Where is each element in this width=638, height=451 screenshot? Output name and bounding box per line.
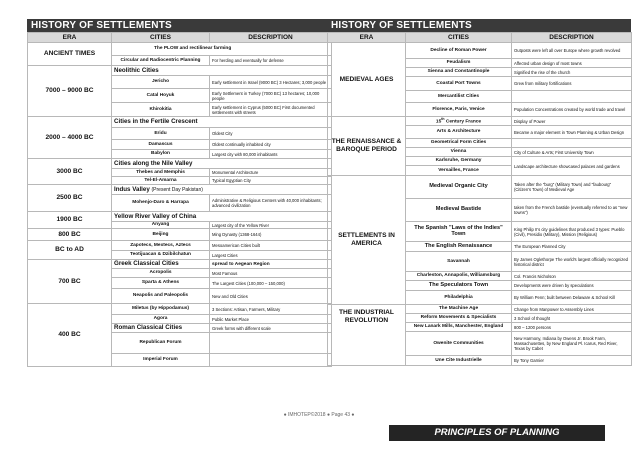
description-cell: Largest city of the Yellow River xyxy=(210,222,332,229)
city-cell: Agora xyxy=(112,315,210,324)
description-cell: Early settlement in Israel (9000 BC) 3 Hectares; 3,000 people xyxy=(210,76,332,89)
city-cell: Damascus xyxy=(112,140,210,150)
header-cities: CITIES xyxy=(112,33,210,43)
description-cell xyxy=(210,333,332,354)
table-row xyxy=(328,117,632,126)
subheading-cell: Cities in the Fertile Crescent xyxy=(112,117,332,128)
era-cell: MEDIEVAL AGES xyxy=(328,43,406,117)
description-cell: Largest Cities xyxy=(210,251,332,260)
city-cell: Karlsruhe, Germany xyxy=(406,157,512,166)
description-cell: Public Market Place xyxy=(210,315,332,324)
subheading-cell: Greek Classical Cities xyxy=(112,260,210,269)
table-row xyxy=(28,66,332,76)
era-cell: THE RENAISSANCE & BAROQUE PERIOD xyxy=(328,117,406,176)
century-number: 15 xyxy=(435,119,442,125)
description-cell: Greek forms with different scale xyxy=(210,324,332,333)
era-cell: 2500 BC xyxy=(28,185,112,212)
description-cell: Affected urban design of most towns xyxy=(512,59,632,68)
right-panel xyxy=(327,19,631,366)
description-cell xyxy=(512,139,632,148)
era-cell: 1900 BC xyxy=(28,212,112,229)
description-cell: Change from Manpower to Assembly Lines xyxy=(512,305,632,314)
description-cell: Col. Francis Nicholson xyxy=(512,272,632,281)
settlements-table xyxy=(327,32,632,366)
description-cell: Largest city with 80,000 inhabitants xyxy=(210,150,332,159)
description-cell: The European Planned City xyxy=(512,242,632,252)
era-cell: BC to AD xyxy=(28,241,112,260)
city-cell: Eridu xyxy=(112,128,210,140)
panel-title: HISTORY OF SETTLEMENTS xyxy=(27,19,331,32)
page-footer: ● IMHOTEP©2018 ● Page 43 ● xyxy=(283,412,355,418)
city-cell: Jericho xyxy=(112,76,210,89)
description-cell: By Tony Garnier xyxy=(512,356,632,366)
description-cell: taken from the French bastide (eventually referred to as "new towns") xyxy=(512,199,632,222)
table-header-row xyxy=(328,33,632,43)
city-cell: The PLOW and rectilinear farming xyxy=(112,43,332,56)
table-row xyxy=(28,241,332,251)
city-cell: Khirokitia xyxy=(112,103,210,117)
subheading-cell: Roman Classical Cities xyxy=(112,324,210,333)
city-cell: Babylon xyxy=(112,150,210,159)
era-cell: 700 BC xyxy=(28,260,112,304)
city-cell: Imperial Forum xyxy=(112,354,210,367)
city-cell: Anyang xyxy=(112,222,210,229)
city-cell: Une Cite Industrielle xyxy=(406,356,512,366)
description-cell: For herding and eventually for defense xyxy=(210,56,332,66)
city-cell: Mercantilist Cities xyxy=(406,91,512,103)
era-cell: 2000 – 4000 BC xyxy=(28,117,112,159)
city-cell: The Machine Age xyxy=(406,305,512,314)
city-cell: Reform Movements & Specialists xyxy=(406,314,512,323)
city-cell: Zapotecs, Mextecs, Aztecs xyxy=(112,241,210,251)
description-cell: Administrative & Religious Centers with 40,000 inhabitants; advanced civilization xyxy=(210,195,332,212)
description-cell: Early settlement in Cyprus (5000 BC) First documented settlements with streets xyxy=(210,103,332,117)
description-cell: Early Settlement in Turkey (7000 BC) 13 hectares; 10,000 people xyxy=(210,89,332,103)
city-cell: The Speculators Town xyxy=(406,281,512,291)
left-panel xyxy=(27,19,331,367)
description-cell: Most Famous xyxy=(210,269,332,278)
description-cell: Grew from military fortifications xyxy=(512,77,632,91)
city-cell: Circular and Radiocentric Planning xyxy=(112,56,210,66)
description-cell: 3 Sections: Artisan, Farmers, Military xyxy=(210,304,332,315)
table-row xyxy=(328,176,632,199)
description-cell: New and Old Cities xyxy=(210,289,332,304)
header-era: ERA xyxy=(328,33,406,43)
table-row xyxy=(28,43,332,56)
description-cell: 3 School of thought xyxy=(512,314,632,323)
city-cell: Florence, Paris, Venice xyxy=(406,103,512,117)
city-cell: Teotijuacan & Dzibilchatun xyxy=(112,251,210,260)
city-cell: The Spanish "Laws of the Indies" Town xyxy=(406,222,512,242)
city-cell: Arts & Architecture xyxy=(406,126,512,139)
table-row xyxy=(28,159,332,169)
city-cell: Republican Forum xyxy=(112,333,210,354)
description-cell: Ming Dynasty (1368-1644) xyxy=(210,229,332,241)
subheading-note: (Present Day Pakistan) xyxy=(151,186,203,193)
city-cell: Sparta & Athens xyxy=(112,278,210,289)
section-banner: PRINCIPLES OF PLANNING xyxy=(389,425,605,441)
subheading-cell xyxy=(112,185,332,195)
description-cell: By William Penn; built between Delaware & School Kill xyxy=(512,291,632,305)
table-row xyxy=(28,229,332,241)
header-cities: CITIES xyxy=(406,33,512,43)
city-cell: Vienna xyxy=(406,148,512,157)
era-cell: SETTLEMENTS IN AMERICA xyxy=(328,176,406,305)
description-cell: Developments were driven by speculations xyxy=(512,281,632,291)
city-cell: Savannah xyxy=(406,252,512,272)
header-description: DESCRIPTION xyxy=(210,33,332,43)
city-cell: Thebes and Memphis xyxy=(112,169,210,177)
city-cell: Charleston, Annapolis, Williamsburg xyxy=(406,272,512,281)
city-cell: Feudalism xyxy=(406,59,512,68)
settlements-table xyxy=(27,32,332,367)
description-cell: Display of Power xyxy=(512,117,632,126)
city-cell: Owenite Communities xyxy=(406,332,512,356)
table-row xyxy=(28,304,332,315)
description-cell: Outposts were left all over Europe where growth revolved xyxy=(512,43,632,59)
table-row xyxy=(328,305,632,314)
subheading-cell: Yellow River Valley of China xyxy=(112,212,332,222)
city-cell: Medieval Bastide xyxy=(406,199,512,222)
city-cell: Coastal Port Towns xyxy=(406,77,512,91)
header-era: ERA xyxy=(28,33,112,43)
city-cell xyxy=(406,117,512,126)
description-cell: King Philip II's city guidelines that produced 3 types: Pueblo (Civil), Presidio (Military), Mission (Religious) xyxy=(512,222,632,242)
era-cell: 400 BC xyxy=(28,304,112,367)
description-cell: Monumental Architecture xyxy=(210,169,332,177)
era-cell: THE INDUSTRIAL REVOLUTION xyxy=(328,305,406,366)
city-cell: Versailles, France xyxy=(406,166,512,176)
table-header-row xyxy=(28,33,332,43)
description-cell: Typical Egyptian City xyxy=(210,177,332,185)
city-cell: Catal Hoyuk xyxy=(112,89,210,103)
description-cell: Landscape architecture showcased palaces and gardens xyxy=(512,157,632,176)
table-row xyxy=(28,117,332,128)
description-cell: Taken after the "burg" (Military Town) and "faubourg" (Citizen's Town) of Medieval Age xyxy=(512,176,632,199)
era-cell: 7000 – 9000 BC xyxy=(28,66,112,117)
era-cell: 800 BC xyxy=(28,229,112,241)
description-cell: Signified the rise of the church xyxy=(512,68,632,77)
city-cell: Neapolis and Paleopolis xyxy=(112,289,210,304)
city-cell: Acropolis xyxy=(112,269,210,278)
subheading-label: Indus Valley xyxy=(114,185,150,193)
table-row xyxy=(28,212,332,222)
table-row xyxy=(28,260,332,269)
city-cell: Medieval Organic City xyxy=(406,176,512,199)
era-cell: ANCIENT TIMES xyxy=(28,43,112,66)
description-cell: New Harmony, Indiana by Owens Jr. Brook Farm, Massachusettes, by New England Pl. Icarus, Red River, Texas by Cabet xyxy=(512,332,632,356)
table-row xyxy=(28,185,332,195)
header-description: DESCRIPTION xyxy=(512,33,632,43)
century-label: Century France xyxy=(444,119,482,125)
century-suffix: th xyxy=(441,117,445,121)
description-cell: Mesoamerican Cities built xyxy=(210,241,332,251)
city-cell: Beijing xyxy=(112,229,210,241)
description-cell: 800 – 1200 persons xyxy=(512,323,632,332)
description-cell: spread to Aegean Region xyxy=(210,260,332,269)
city-cell: Mohenjo-Daro & Harrapa xyxy=(112,195,210,212)
table-row xyxy=(328,43,632,59)
city-cell: Decline of Roman Power xyxy=(406,43,512,59)
city-cell: The English Renaissance xyxy=(406,242,512,252)
era-cell: 3000 BC xyxy=(28,159,112,185)
city-cell: Miletus (by Hippodamus) xyxy=(112,304,210,315)
subheading-cell: Cities along the Nile Valley xyxy=(112,159,332,169)
panel-title: HISTORY OF SETTLEMENTS xyxy=(327,19,631,32)
description-cell: Oldest continually inhabited city xyxy=(210,140,332,150)
subheading-cell: Neolithic Cities xyxy=(112,66,332,76)
city-cell: Geometrical Form Cities xyxy=(406,139,512,148)
description-cell: Became a major element in Town Planning & Urban Design xyxy=(512,126,632,139)
description-cell: Population Concentrations created by world trade and travel xyxy=(512,103,632,117)
city-cell: New Lanark Mills, Manchester, England xyxy=(406,323,512,332)
city-cell: Philadelphia xyxy=(406,291,512,305)
description-cell: Oldest City xyxy=(210,128,332,140)
description-cell: City of Culture & Arts; First University Town xyxy=(512,148,632,157)
description-cell: The Largest Cities (100,000 – 150,000) xyxy=(210,278,332,289)
description-cell xyxy=(210,354,332,367)
city-cell: Tel-El-Amarna xyxy=(112,177,210,185)
description-cell xyxy=(512,91,632,103)
description-cell: By James Oglethorpe The world's largest officially recognized historical district xyxy=(512,252,632,272)
city-cell: Sienna and Constantinople xyxy=(406,68,512,77)
